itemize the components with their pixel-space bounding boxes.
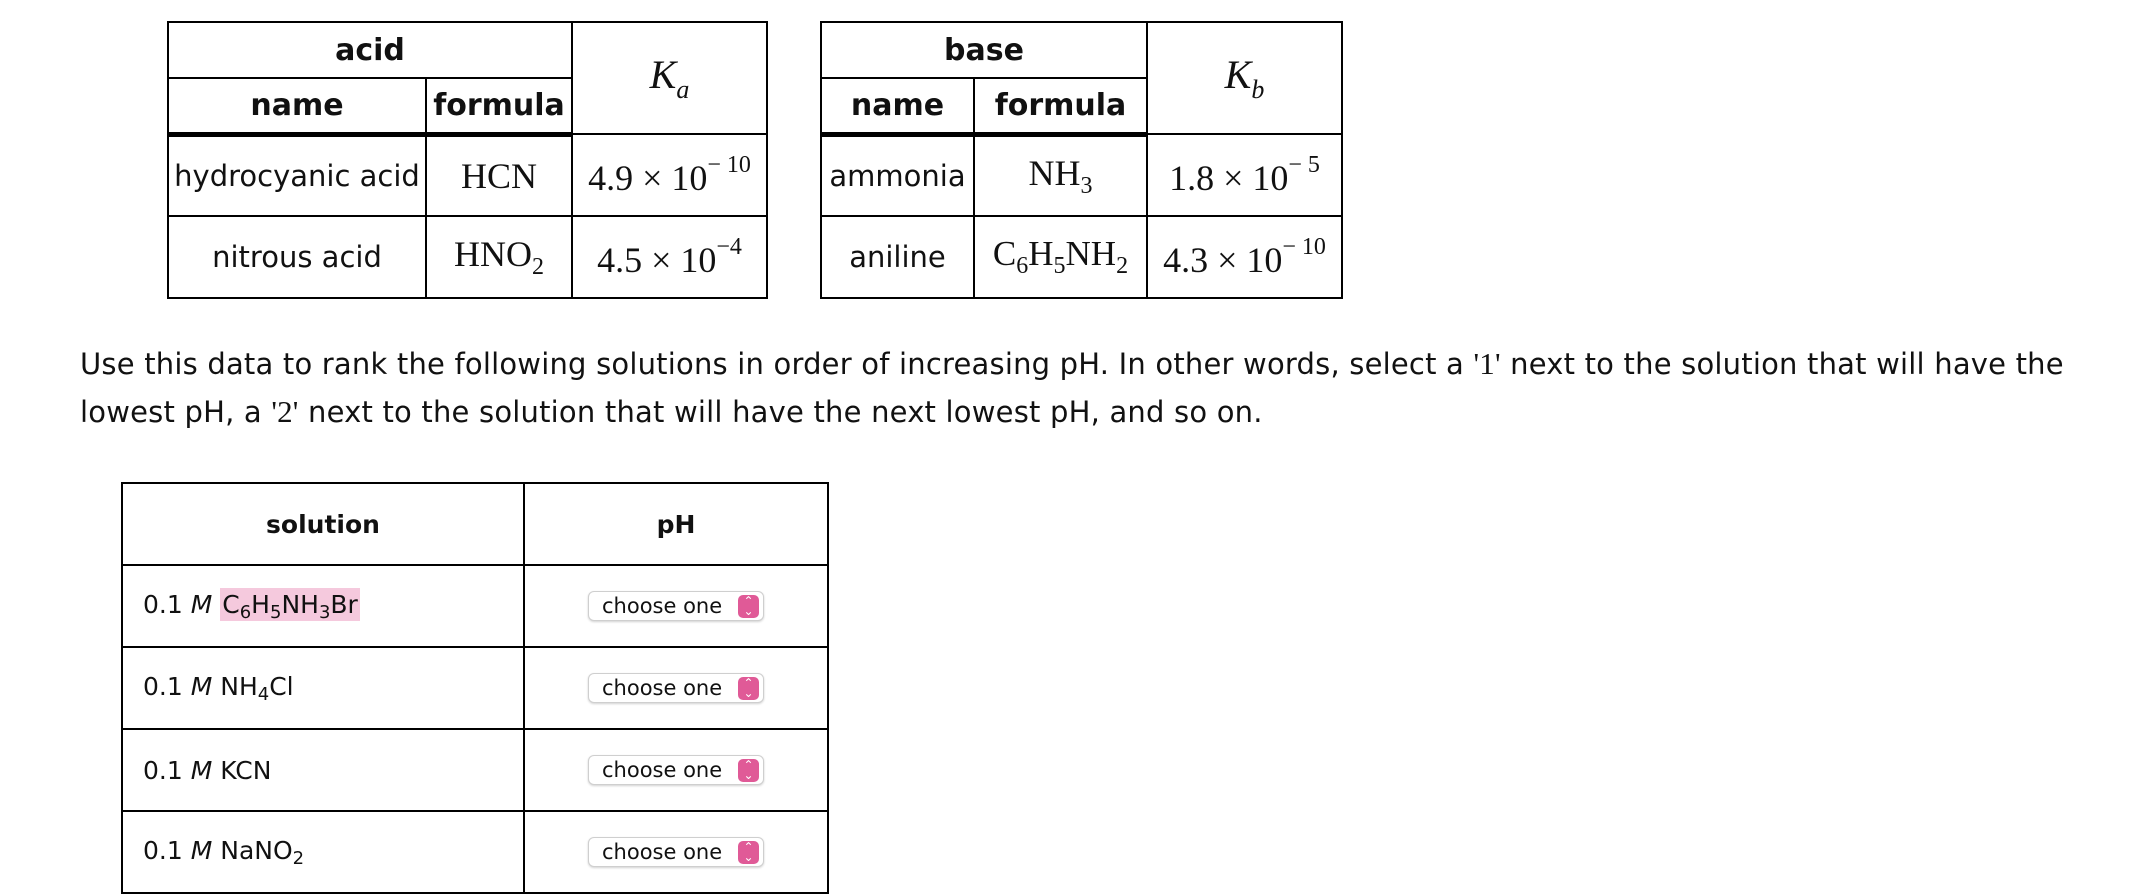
base-name-cell: aniline: [821, 216, 974, 298]
ph-rank-select[interactable]: choose one ⌃ ⌄: [588, 673, 764, 703]
base-name-cell: ammonia: [821, 134, 974, 216]
base-group-header: base: [821, 22, 1147, 78]
solution-cell: 0.1 M KCN: [122, 729, 524, 811]
table-row: [122, 647, 828, 729]
solution-cell: 0.1 M $NH_4Cl$: [122, 647, 524, 729]
solution-formula: $NH_4Cl$: [220, 671, 294, 705]
ranking-table: [121, 482, 829, 894]
solution-cell: 0.1 M NaNO$_2$: [122, 811, 524, 893]
table-row: [122, 811, 828, 893]
base-formula-cell: $C_6H_5NH_2$: [974, 216, 1147, 298]
acid-name-cell: nitrous acid: [168, 216, 426, 298]
acid-data-table: [167, 21, 768, 299]
solution-formula: $C_6H_5NH_3Br$: [222, 589, 358, 623]
acid-name-header: name: [168, 78, 426, 134]
acid-formula-cell: $HNO_2$: [426, 216, 572, 298]
select-arrows-icon: ⌃ ⌄: [738, 595, 759, 618]
solution-header: solution: [122, 483, 524, 565]
ph-select-cell: [524, 811, 828, 893]
instructions-text: Use this data to rank the following solutions in order of increasing pH. In other words, select a '1' next to the solution that will have the lowest pH, a '2' next to the solution that will have the next lowest pH, and so on.: [80, 346, 2064, 429]
ka-value-cell: $4.5 \times 10^{-4}$: [572, 216, 767, 298]
kb-value-cell: $1.8 \times 10^{- 5}$: [1147, 134, 1342, 216]
acid-formula-header: formula: [426, 78, 572, 134]
base-formula-cell: $NH_3$: [974, 134, 1147, 216]
kb-value-cell: $4.3 \times 10^{- 10}$: [1147, 216, 1342, 298]
solution-formula: NaNO$_2$: [220, 835, 305, 869]
solution-formula: KCN: [220, 755, 272, 785]
ka-value-cell: $4.9 \times 10^{- 10}$: [572, 134, 767, 216]
base-data-table: [820, 21, 1343, 299]
table-row: [122, 729, 828, 811]
ph-rank-select[interactable]: choose one ⌃ ⌄: [588, 755, 764, 785]
kb-header: $K_b$: [1147, 22, 1342, 134]
ph-select-cell: [524, 729, 828, 811]
acid-formula-cell: HCN: [426, 134, 572, 216]
base-formula-header: formula: [974, 78, 1147, 134]
ka-header: $K_a$: [572, 22, 767, 134]
select-arrows-icon: ⌃ ⌄: [738, 677, 759, 700]
acid-group-header: acid: [168, 22, 572, 78]
ph-select-cell: [524, 647, 828, 729]
ph-rank-select[interactable]: choose one ⌃ ⌄: [588, 591, 764, 621]
select-arrows-icon: ⌃ ⌄: [738, 759, 759, 782]
base-name-header: name: [821, 78, 974, 134]
acid-name-cell: hydrocyanic acid: [168, 134, 426, 216]
ph-select-cell: [524, 565, 828, 647]
ph-rank-select[interactable]: choose one ⌃ ⌄: [588, 837, 764, 867]
table-row: [122, 565, 828, 647]
solution-cell: 0.1 M $C_6H_5NH_3Br$: [122, 565, 524, 647]
ph-header: pH: [524, 483, 828, 565]
select-arrows-icon: ⌃ ⌄: [738, 841, 759, 864]
